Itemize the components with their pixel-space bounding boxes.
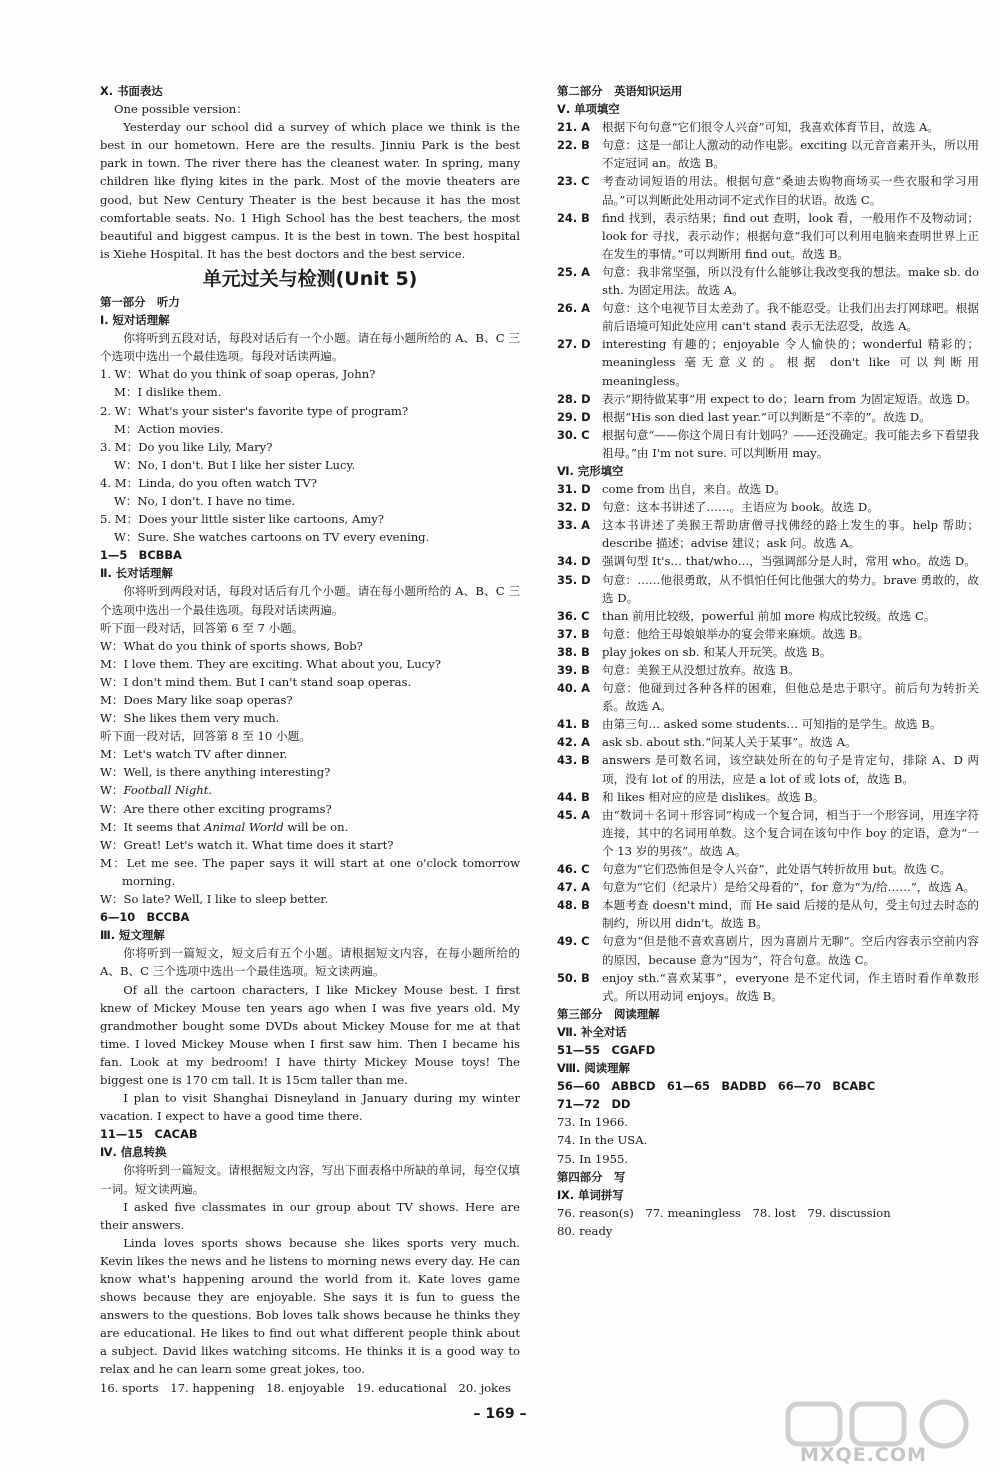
answer-number: 50. B — [557, 970, 590, 985]
answer-number: 49. C — [557, 934, 590, 949]
dialogue-line: W：Sure. She watches cartoons on TV every evening. — [114, 530, 430, 545]
answer-item — [557, 878, 979, 896]
answer-number: 24. B — [557, 210, 590, 225]
answer-explanation: 本题考查 doesn't mind，而 He said 后接的是从句，受主句过去时态的制约，所以用 didn't。故选 B。 — [602, 898, 979, 931]
section-heading: Ⅴ. 单项填空 — [557, 102, 620, 117]
section-heading: Ⅵ. 完形填空 — [557, 463, 624, 478]
answer-explanation: 句意：这是一部让人激动的动作电影。exciting 以元音音素开头，所以用不定冠词 an。故选 B。 — [602, 138, 979, 171]
dialogue-line — [100, 781, 520, 799]
page-number: – 169 – — [473, 1406, 527, 1422]
answer-number: 33. A — [557, 518, 590, 533]
answer-number: 37. B — [557, 626, 590, 641]
part-heading: 第一部分 听力 — [100, 294, 180, 309]
answer-explanation: 句意：他碰到过各种各样的困难，但他总是忠于职守。前后句为转折关系。故选 A。 — [602, 681, 979, 714]
writing-version-label: One possible version： — [114, 102, 248, 117]
answer-line: 74. In the USA. — [557, 1133, 648, 1148]
answer-key: 1—5 BCBBA — [100, 548, 182, 563]
program-name: Football Night. — [123, 783, 213, 798]
answer-item — [557, 643, 979, 661]
answer-number: 35. D — [557, 572, 591, 587]
answer-item — [557, 408, 979, 426]
dialogue-line: W：I don't mind them. But I can't stand soap operas. — [100, 674, 412, 689]
answer-item — [557, 896, 979, 932]
answer-key: 51—55 CGAFD — [557, 1042, 656, 1057]
dialogue-line: M：Let's watch TV after dinner. — [100, 747, 288, 762]
sub-instruction: 听下面一段对话，回答第 8 至 10 小题。 — [100, 729, 311, 744]
answer-item — [557, 625, 979, 643]
answer-line: 73. In 1966. — [557, 1115, 629, 1130]
answer-explanation: 句意：美猴王从没想过放弃。故选 B。 — [602, 663, 800, 677]
answer-number: 34. D — [557, 554, 591, 569]
program-name: Animal World — [204, 819, 284, 834]
answer-item — [557, 426, 979, 462]
answer-item — [557, 661, 979, 679]
answer-explanation: 句意为“它们（纪录片）是给父母看的”，for 意为“为/给……”，故选 A。 — [602, 880, 976, 895]
speaker: W： — [100, 783, 124, 798]
answer-item — [557, 136, 979, 172]
answer-explanation: 由第三句… asked some students… 可知指的是学生。故选 B。 — [602, 717, 942, 732]
part-heading: 第四部分 写 — [557, 1169, 626, 1184]
right-column — [557, 82, 979, 1240]
section-heading: Ⅲ. 短文理解 — [100, 928, 165, 943]
answer-item — [557, 516, 979, 552]
answer-item — [557, 209, 979, 263]
dialogue-line: M：Does Mary like soap operas? — [100, 693, 293, 707]
answer-explanation: 考查动词短语的用法。根据句意“桑迪去购物商场买一些衣服和学习用品。”可以判断此处用动词不定式作目的状语。故选 C。 — [602, 174, 979, 207]
dialogue-line: 5. M：Does your little sister like cartoons, Amy? — [100, 512, 385, 527]
answer-item — [557, 263, 979, 299]
answer-explanation: ask sb. about sth.“问某人关于某事”。故选 A。 — [602, 735, 857, 750]
instructions: 你将听到一篇短文，短文后有五个小题。请根据短文内容，在每小题所给的 A、B、C 三个选项中选出一个最佳选项。短文读两遍。 — [100, 946, 520, 979]
answer-key: 71—72 DD — [557, 1097, 631, 1112]
answer-number: 26. A — [557, 301, 590, 316]
section-heading: Ⅹ. 书面表达 — [100, 84, 163, 98]
answer-number: 23. C — [557, 174, 590, 189]
answer-explanation: 根据“His son died last year.”可以判断是“不幸的”。故选 D。 — [602, 409, 931, 424]
answer-item — [557, 679, 979, 715]
answer-item — [557, 751, 979, 787]
answer-key: 6—10 BCCBA — [100, 910, 190, 925]
section-heading: Ⅶ. 补全对话 — [557, 1024, 627, 1039]
answer-number: 27. D — [557, 337, 591, 352]
left-column — [100, 82, 520, 1397]
answer-number: 31. D — [557, 482, 591, 497]
dialogue-line: 2. W：What's your sister's favorite type of program? — [100, 403, 409, 418]
answer-number: 42. A — [557, 735, 590, 750]
dialogue-line: W：What do you think of sports shows, Bob? — [100, 638, 363, 653]
answer-explanation: 根据句意“——你这个周日有计划吗？——还没确定。我可能去乡下看望我祖母。”由 I'm not sure. 可以判断用 may。 — [602, 427, 979, 460]
instructions: 你将听到五段对话，每段对话后有一个小题。请在每小题所给的 A、B、C 三个选项中选出一个最佳选项。每段对话读两遍。 — [100, 331, 520, 364]
answer-number: 21. A — [557, 120, 590, 135]
answer-item — [557, 969, 979, 1005]
answer-number: 46. C — [557, 862, 590, 877]
answer-item — [557, 118, 979, 136]
answer-explanation: 和 likes 相对应的应是 dislikes。故选 B。 — [602, 789, 825, 804]
answer-item — [557, 932, 979, 968]
dialogue-line: W：Great! Let's watch it. What time does it start? — [100, 837, 394, 852]
answer-explanation: 句意：我非常坚强，所以没有什么能够让我改变我的想法。make sb. do sth. 为固定用法。故选 A。 — [602, 264, 979, 298]
dialogue-line — [100, 818, 520, 836]
single-choice-answers — [557, 118, 979, 462]
dialogue-line: W：She likes them very much. — [100, 711, 280, 726]
answer-explanation: 表示“期待做某事”用 expect to do；learn from 为固定短语。故选 D。 — [602, 391, 978, 406]
passage-paragraph: I asked five classmates in our group about TV shows. Here are their answers. — [100, 1199, 520, 1232]
answer-number: 30. C — [557, 427, 590, 442]
answer-item — [557, 480, 979, 498]
answer-item — [557, 335, 979, 389]
part-heading: 第二部分 英语知识运用 — [557, 84, 683, 98]
unit-title: 单元过关与检测(Unit 5) — [202, 267, 418, 290]
instructions: 你将听到一篇短文。请根据短文内容，写出下面表格中所缺的单词，每空仅填一词。短文读两遍。 — [100, 1163, 520, 1196]
answer-number: 47. A — [557, 880, 590, 895]
watermark-text: MXQE.COM — [800, 1444, 927, 1466]
answer-number: 25. A — [557, 264, 590, 279]
answer-number: 44. B — [557, 789, 590, 804]
answer-explanation: 句意：他给王母娘娘举办的宴会带来麻烦。故选 B。 — [602, 626, 870, 641]
answer-item — [557, 715, 979, 733]
answer-item — [557, 860, 979, 878]
instructions: 你将听到两段对话，每段对话后有几个小题。请在每小题所给的 A、B、C 三个选项中选出一个最佳选项。每段对话读两遍。 — [100, 584, 520, 617]
answer-line: 75. In 1955. — [557, 1151, 629, 1166]
answer-explanation: 句意为“但是他不喜欢喜剧片，因为喜剧片无聊”。空后内容表示空前内容的原因，because 意为“因为”，符合句意。故选 C。 — [602, 934, 979, 967]
dialogue-line: M：I love them. They are exciting. What about you, Lucy? — [100, 656, 441, 671]
answer-line: 76. reason(s) 77. meaningless 78. lost 79. discussion — [557, 1205, 891, 1220]
dialogue-line: W：No, I don't. But I like her sister Lucy. — [114, 457, 356, 472]
passage-paragraph: Of all the cartoon characters, I like Mickey Mouse best. I first knew of Mickey Mouse ten years ago when I was five years old. My grandmother bought some DVDs about Mickey Mouse for me at that time. I loved Mickey Mouse when I first saw him. Then I became his fan. Look at my bedroom! I have thirty Mickey Mouse toys! The biggest one is 170 cm tall. It is 15cm taller than me. — [100, 982, 520, 1087]
answer-explanation: 强调句型 It's… that/who…，当强调部分是人时，常用 who。故选 D。 — [602, 554, 976, 569]
dialogue-line: W：So late? Well, I like to sleep better. — [100, 892, 329, 907]
answer-explanation: 句意：……他很勇敢，从不惧怕任何比他强大的势力。brave 勇敢的，故选 D。 — [602, 572, 979, 605]
answer-number: 39. B — [557, 663, 590, 677]
answer-number: 28. D — [557, 391, 591, 406]
answer-explanation: come from 出自，来自。故选 D。 — [602, 482, 786, 497]
answer-explanation: than 前用比较级，powerful 前加 more 构成比较级。故选 C。 — [602, 608, 936, 623]
section-heading: Ⅰ. 短对话理解 — [100, 313, 170, 328]
section-heading: Ⅸ. 单词拼写 — [557, 1187, 624, 1202]
answer-explanation: play jokes on sb. 和某人开玩笑。故选 B。 — [602, 644, 832, 659]
dialogue-line: W：Are there other exciting programs? — [100, 801, 332, 816]
answer-number: 45. A — [557, 807, 590, 822]
answer-item — [557, 390, 979, 408]
answer-number: 22. B — [557, 138, 590, 153]
section-heading: Ⅷ. 阅读理解 — [557, 1061, 630, 1076]
writing-text: Yesterday our school did a survey of which place we think is the best in our hometown. Here are the results. Jinniu Park is the best park in town. The river there has the cleanest water. In spring, many children like flying kites in the park. Most of the movie theaters are good, but New Century Theater is the best because it has the most comfortable seats. No. 1 High School has the best teachers, the most beautiful and biggest campus. It is the best in town. The best hospital is Xiehe Hospital. It has the best doctors and the best service. — [100, 120, 520, 261]
part-heading: 第三部分 阅读理解 — [557, 1006, 660, 1021]
answer-explanation: answers 是可数名词，该空缺处所在的句子是肯定句，排除 A、D 两项，没有 lot of 的用法，应是 a lot of 或 lots of，故选 B。 — [602, 753, 979, 786]
answer-explanation: 句意为“它们恐怖但是令人兴奋”，此处语气转折故用 but。故选 C。 — [602, 862, 952, 877]
dialogue-line: M：I dislike them. — [114, 385, 222, 400]
dialogue-line: M：Let me see. The paper says it will start at one o'clock tomorrow morning. — [100, 855, 520, 888]
text-part: M：It seems that — [100, 819, 205, 834]
answer-item — [557, 806, 979, 860]
answer-number: 38. B — [557, 644, 590, 659]
answer-number: 29. D — [557, 409, 591, 424]
section-heading: Ⅳ. 信息转换 — [100, 1145, 167, 1160]
answer-explanation: 句意：这个电视节目太差劲了。我不能忍受。让我们出去打网球吧。根据前后语境可知此处应用 can't stand 表示无法忍受，故选 A。 — [602, 301, 979, 334]
answer-explanation: 由“数词＋名词＋形容词”构成一个复合词，相当于一个形容词，用连字符连接，其中的名词用单数。这个复合词在该句中作 boy 的定语，意为“一个 13 岁的男孩”。故选 A。 — [602, 807, 979, 858]
passage-paragraph: I plan to visit Shanghai Disneyland in January during my winter vacation. I expect to have a good time there. — [100, 1091, 520, 1124]
answer-number: 32. D — [557, 500, 591, 515]
answer-explanation: 这本书讲述了美猴王帮助唐僧寻找佛经的路上发生的事。help 帮助；describe 描述；advise 建议；ask 问。故选 A。 — [602, 518, 979, 551]
dialogue-line: 3. M：Do you like Lily, Mary? — [100, 439, 273, 454]
answer-item — [557, 498, 979, 516]
answer-explanation: 根据下句句意“它们很令人兴奋”可知，我喜欢体育节目，故选 A。 — [602, 120, 939, 135]
answer-key: 56—60 ABBCD 61—65 BADBD 66—70 BCABC — [557, 1079, 876, 1094]
answer-line: 80. ready — [557, 1223, 613, 1238]
answer-explanation: interesting 有趣的；enjoyable 令人愉快的；wonderful 精彩的；meaningless 毫无意义的。根据 don't like 可以判断用 meaningless。 — [602, 337, 979, 388]
dialogue-line: 1. W：What do you think of soap operas, John? — [100, 367, 376, 382]
answer-explanation: 句意：这本书讲述了……。主语应为 book。故选 D。 — [602, 500, 879, 515]
dialogue-line: 4. M：Linda, do you often watch TV? — [100, 475, 317, 490]
answer-number: 43. B — [557, 753, 590, 768]
answer-item — [557, 552, 979, 570]
answer-item — [557, 172, 979, 208]
answer-number: 40. A — [557, 681, 590, 696]
dialogue-line: W：Well, is there anything interesting? — [100, 765, 331, 780]
answer-item — [557, 299, 979, 335]
section-heading: Ⅱ. 长对话理解 — [100, 566, 173, 581]
answer-explanation: find 找到，表示结果；find out 查明，look 看，一般用作不及物动词；look for 寻找，表示动作；根据句意“我们可以利用电脑来查明世界上正在发生的事情。”可以判断用 find out。故选 B。 — [602, 210, 979, 261]
answer-number: 41. B — [557, 717, 590, 732]
answer-number: 36. C — [557, 608, 590, 623]
dialogue-line: W：No, I don't. I have no time. — [114, 493, 296, 508]
answer-explanation: enjoy sth.“喜欢某事”，everyone 是不定代词，作主语时看作单数形式。所以用动词 enjoys。故选 B。 — [602, 970, 979, 1003]
passage-paragraph: Linda loves sports shows because she likes sports very much. Kevin likes the news and he listens to morning news every day. He can know what's happening around the world from it. Kate loves game shows because they are enjoyable. She says it is fun to guess the answers to the questions. Bob loves talk shows because he thinks they are educational. He likes to find out what different people think about a subject. David likes watching sitcoms. He thinks it is a good way to relax and he can learn some great jokes, too. — [100, 1235, 520, 1377]
cloze-answers — [557, 480, 979, 1005]
answer-number: 48. B — [557, 898, 590, 913]
answer-key: 11—15 CACAB — [100, 1127, 198, 1142]
sub-instruction: 听下面一段对话，回答第 6 至 7 小题。 — [100, 620, 304, 635]
answer-item — [557, 733, 979, 751]
answer-key: 16. sports 17. happening 18. enjoyable 19. educational 20. jokes — [100, 1380, 511, 1395]
answer-item — [557, 571, 979, 607]
text-part: will be on. — [283, 819, 349, 834]
answer-item — [557, 788, 979, 806]
dialogue-line: M：Action movies. — [114, 421, 224, 436]
answer-item — [557, 607, 979, 625]
